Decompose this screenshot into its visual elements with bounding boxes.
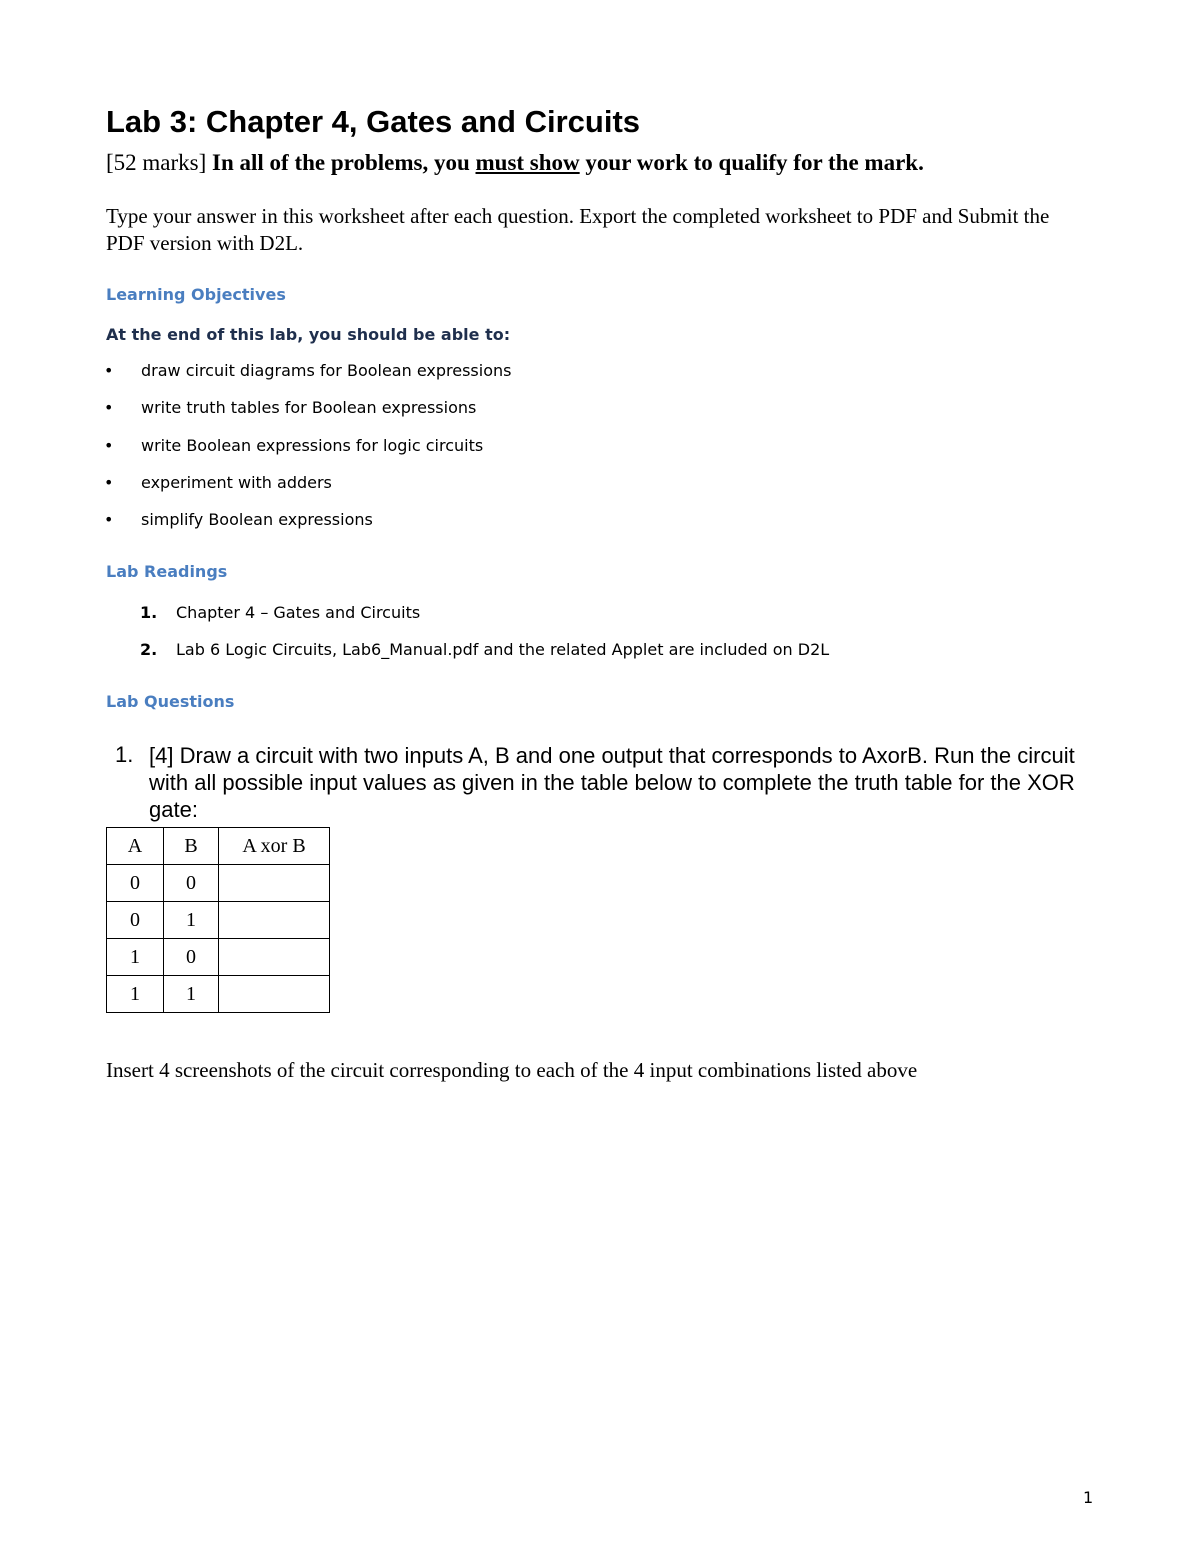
table-header-row bbox=[107, 828, 330, 865]
answer-cell[interactable] bbox=[219, 939, 330, 976]
table-row bbox=[107, 976, 330, 1013]
question-number: 1. bbox=[115, 742, 134, 767]
column-header: A bbox=[107, 828, 164, 865]
objective-text: write truth tables for Boolean expressions bbox=[141, 398, 477, 417]
objectives-lead: At the end of this lab, you should be able to: bbox=[106, 325, 511, 344]
page-number: 1 bbox=[1083, 1488, 1094, 1507]
objective-text: write Boolean expressions for logic circuits bbox=[141, 436, 484, 455]
marks-prefix: [52 marks] bbox=[106, 150, 207, 175]
bullet-icon: • bbox=[104, 361, 114, 380]
marks-part2: your work to qualify for the mark. bbox=[585, 150, 924, 175]
question-text: [4] Draw a circuit with two inputs A, B and one output that corresponds to AxorB. Run the circuit with all possible input values as given in the table below to complete the truth table for the XOR gate: bbox=[149, 743, 1075, 822]
readings-heading: Lab Readings bbox=[106, 562, 228, 581]
table-cell: 1 bbox=[107, 939, 164, 976]
table-cell: 1 bbox=[107, 976, 164, 1013]
marks-part1: In all of the problems, you bbox=[212, 150, 470, 175]
page-title: Lab 3: Chapter 4, Gates and Circuits bbox=[106, 104, 641, 139]
table-cell: 1 bbox=[164, 976, 219, 1013]
table-cell: 0 bbox=[107, 865, 164, 902]
objectives-heading: Learning Objectives bbox=[106, 285, 286, 304]
truth-table bbox=[106, 827, 330, 1013]
table-row bbox=[107, 902, 330, 939]
bullet-icon: • bbox=[104, 510, 114, 529]
objective-text: experiment with adders bbox=[141, 473, 332, 492]
column-header: A xor B bbox=[219, 828, 330, 865]
objective-text: draw circuit diagrams for Boolean expressions bbox=[141, 361, 512, 380]
table-cell: 0 bbox=[164, 939, 219, 976]
answer-cell[interactable] bbox=[219, 902, 330, 939]
questions-heading: Lab Questions bbox=[106, 692, 235, 711]
answer-cell[interactable] bbox=[219, 976, 330, 1013]
objective-text: simplify Boolean expressions bbox=[141, 510, 373, 529]
insert-screenshots-note: Insert 4 screenshots of the circuit corresponding to each of the 4 input combinations listed above bbox=[106, 1058, 918, 1082]
bullet-icon: • bbox=[104, 398, 114, 417]
reading-number: 2. bbox=[140, 640, 158, 659]
column-header: B bbox=[164, 828, 219, 865]
bullet-icon: • bbox=[104, 473, 114, 492]
intro-instructions: Type your answer in this worksheet after each question. Export the completed worksheet to PDF and Submit the PDF version with D2L. bbox=[106, 204, 1050, 255]
reading-number: 1. bbox=[140, 603, 158, 622]
reading-text: Lab 6 Logic Circuits, Lab6_Manual.pdf and the related Applet are included on D2L bbox=[176, 640, 830, 659]
table-cell: 1 bbox=[164, 902, 219, 939]
table-row bbox=[107, 939, 330, 976]
bullet-icon: • bbox=[104, 436, 114, 455]
table-cell: 0 bbox=[107, 902, 164, 939]
reading-text: Chapter 4 – Gates and Circuits bbox=[176, 603, 421, 622]
answer-cell[interactable] bbox=[219, 865, 330, 902]
marks-statement bbox=[106, 150, 924, 176]
table-cell: 0 bbox=[164, 865, 219, 902]
table-row bbox=[107, 865, 330, 902]
marks-underlined: must show bbox=[475, 150, 580, 175]
